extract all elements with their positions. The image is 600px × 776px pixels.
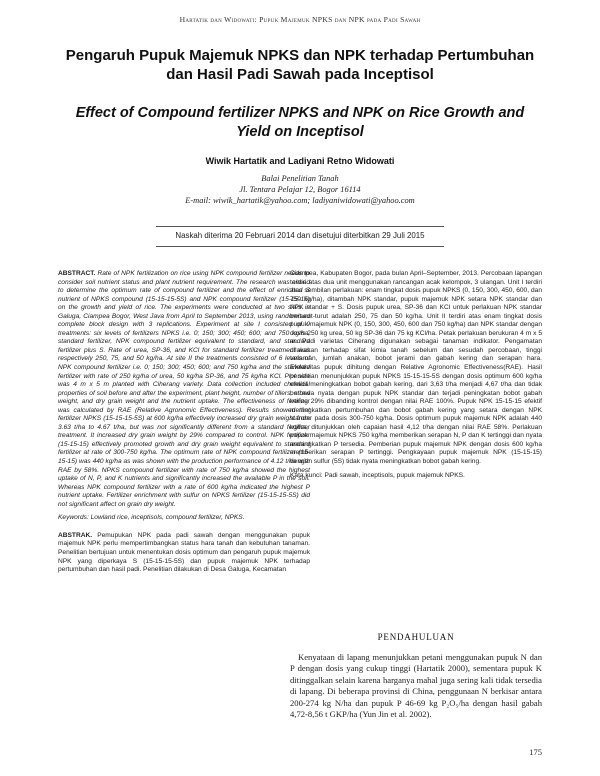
keywords-english: Keywords: Lowland rice, inceptisols, compound fertilizer, NPKS. [58, 514, 245, 522]
top-rule [156, 226, 444, 227]
received-dates: Naskah diterima 20 Februari 2014 dan disetujui diterbitkan 29 Juli 2015 [175, 231, 425, 240]
running-header: Hartatik dan Widowati: Pupuk Majemuk NPKS dan NPK pada Padi Sawah [179, 15, 421, 24]
bottom-rule [156, 246, 444, 247]
abstract-text: Rate of NPK fertilization on rice using NPK compound fertilizer needs to consider soil nutrient status and plant nutrient requirement. The research was aimed to determine the optimum rate of compound fertilizer and the effect of enriched S nutrient of NPKS compound (15-15-15-5S) and NPK compound fertilizer (15-15-15) on the growth and yield of rice. The experiments were conducted at two sites in Galuga, Ciampea Bogor, West Java from April to September 2013, using randomised complete block design with 3 replications. Experiment at site I consisted of 9 treatments: six levels of fertilizers NPKS i.e. 0; 150; 300; 450; 600; and 750 kg/ha, standard fertilizer, NPK compound fertilizer equivalent to standard, and standard fertilizer plus S. Rate of urea, SP-36, and KCl for standard fertilizer treatment was respectively 250, 75, and 50 kg/ha. At site II the treatments consisted of 6 levels of NPK compound fertilizer i.e. 0; 150; 300; 450; 600; and 750 kg/ha and the standard fertilizer with rate of 250 kg/ha of urea, 50 kg/ha SP-36, and 75 kg/ha KCl. Plot size was 4 m x 5 m planted with Ciherang variety. Data collection included chemical properties of soil before and after the experiment, plant height, number of tillers, straw weight, and dry grain weight and the nutrient uptake. The effectiveness of fertilizer was calculated by RAE (Relative Agronomic Effectiveness). Results showed that fertilizer NPKS (15-15-15-5S) at 600 kg/ha effectively increased dry grain weight from 3.63 t/ha to 4.67 t/ha, but was not significantly different from a standard fertilizer treatment. It increased dry grain weight by 29% compared to control. NPK fertilizer (15-15-15) effectively promoted growth and dry grain weight equivalent to standard fertilizer at rate of 300-750 kg/ha. The optimum rate of NPK compound fertilizer (15-15-15) was 440 kg/ha as was shown with the production performance of 4.12 t/ha with RAE by 58%. NPKS compound fertilizer with rate of 750 kg/ha showed the highest uptake of N, P, and K nutrients and significantly increased the available P in the soil. Whereas NPK compound fertilizer with a rate of 600 kg/ha indicated the highest P nutrient uptake. Fertilizer enrichment with sulfur on NPKS fertilizer (15-15-15-5S) did not significant affect on grain dry weight. [58, 270, 310, 508]
abstrak-text-right: Ciampea, Kabupaten Bogor, pada bulan April–September, 2013. Percobaan lapangan terdiri atas dua unit menggunakan rancangan acak kelompok, 3 ulangan. Unit I terdiri atas sembilan perlakuan: enam tingkat dosis pupuk NPKS (0, 150, 300, 450, 600, dan 750 kg/ha), ditambah NPK standar, pupuk majemuk NPK setara NPK standar dan NPK standar + S. Dosis pupuk urea, SP-36 dan KCl untuk perlakuan NPK standar berturut-turut adalah 250, 75 dan 50 kg/ha. Unit II terdiri atas enam tingkat dosis pupuk majemuk NPK (0, 150, 300, 450, 600 dan 750 kg/ha) dan NPK standar dengan dosis 250 kg urea, 50 kg SP-36 dan 75 kg KCl/ha. Petak perlakuan berukuran 4 m x 5 m. Padi varietas Ciherang digunakan sebagai tanaman indikator. Pengamatan dilakukan terhadap sifat kimia tanah sebelum dan sesudah percobaan, tinggi tanaman, jumlah anakan, bobot jerami dan gabah kering dan serapan hara. Efektivitas pupuk dihitung dengan Relative Agronomic Effectiveness(RAE). Hasil penelitian menunjukkan pupuk NPKS 15-15-15-5S dengan dosis optimum 600 kg/ha efektif meningkatkan bobot gabah kering, dari 3,63 t/ha menjadi 4,67 t/ha dan tidak berbeda nyata dengan pupuk NPK standar dan terjadi peningkatan bobot gabah kering 29% dibanding kontrol dengan nilai RAE 100%. Pupuk NPK 15-15-15 efektif meningkatkan pertumbuhan dan bobot gabah kering yang setara dengan NPK standar pada dosis 300-750 kg/ha. Dosis optimum pupuk majemuk NPK adalah 440 kg/ha, ditunjukkan oleh capaian hasil 4,12 t/ha dengan nilai RAE 58%. Perlakuan pupuk majemuk NPKS 750 kg/ha memberikan serapan N, P dan K tertinggi dan nyata meningkatkan P tersedia. Pemberian pupuk majemuk NPK dengan dosis 600 kg/ha memberikan serapan P tertinggi. Pengkayaan pupuk majemuk NPK (15-15-15) dengan sulfur (5S) tidak nyata meningkatkan bobot gabah kering. [290, 270, 542, 466]
page-number: 175 [529, 747, 542, 757]
right-column [290, 270, 542, 485]
section-heading: PENDAHULUAN [377, 632, 455, 642]
title-indonesian: Pengaruh Pupuk Majemuk NPKS dan NPK terhadap Pertumbuhan dan Hasil Padi Sawah pada Inceptisol [65, 47, 535, 83]
affiliation-address: Jl. Tentara Pelajar 12, Bogor 16114 [239, 185, 361, 195]
affiliation-email: E-mail: wiwik_hartatik@yahoo.com; ladiyaniwidowati@yahoo.com [185, 196, 415, 206]
abstrak-text-left: Pemupukan NPK pada padi sawah dengan menggunakan pupuk majemuk NPK perlu mempertimbangkan status hara tanah dan kebutuhan tanaman. Penelitian bertujuan untuk menentukan dosis optimum dan pengaruh pupuk majemuk NPK yang diperkaya S (15-15-15-5S) dan pupuk majemuk NPK terhadap pertumbuhan dan hasil padi. Penelitian dilakukan di Desa Galuga, Kecamatan [58, 531, 310, 574]
affiliation [0, 173, 600, 207]
affiliation-institute: Balai Penelitian Tanah [261, 174, 339, 183]
left-column [58, 270, 310, 580]
keywords-indonesian: Kata kunci: Padi sawah, inceptisols, pupuk majemuk NPKS. [290, 471, 465, 479]
abstract-english [58, 270, 310, 509]
abstrak-indonesian [58, 532, 310, 575]
title-english: Effect of Compound fertilizer NPKS and NPK on Rice Growth and Yield on Inceptisol [75, 105, 525, 140]
abstract-label: ABSTRACT. [58, 270, 96, 277]
introduction-paragraph: Kenyataan di lapang menunjukkan petani menggunakan pupuk N dan P dengan dosis yang cukup tinggi (Hartatik 2000), sementara pupuk K ditinggalkan selain karena harganya mahal juga sering kali tidak tersedia di lapang. Di beberapa provinsi di China, penggunaan N berkisar antara 200-274 kg N/ha dan pupuk P 46-69 kg P₂O₅/ha dengan hasil gabah 4,72-8,56 t GKP/ha (Yun Jin et al. 2002). [290, 652, 542, 720]
authors: Wiwik Hartatik and Ladiyani Retno Widowati [205, 156, 395, 166]
abstrak-label: ABSTRAK. [58, 531, 93, 539]
